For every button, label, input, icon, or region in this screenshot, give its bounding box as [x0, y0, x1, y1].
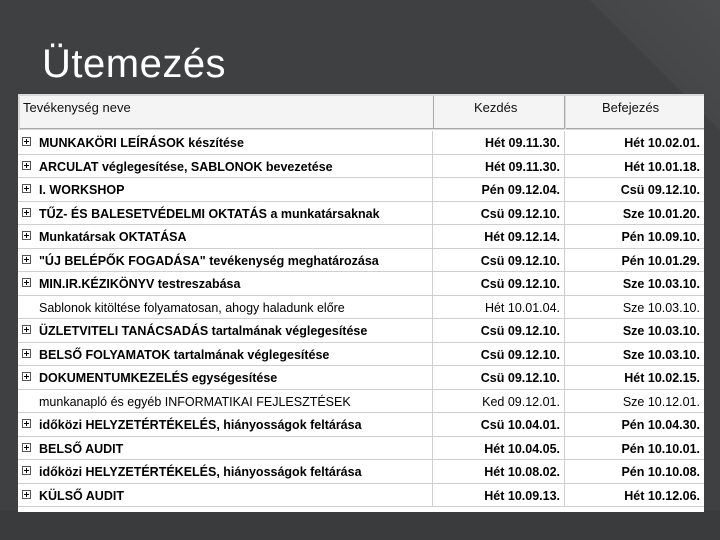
- task-name-cell[interactable]: [18, 249, 433, 272]
- table-row[interactable]: [18, 249, 704, 273]
- table-row[interactable]: [18, 131, 704, 155]
- task-name: MUNKAKÖRI LEÍRÁSOK készítése: [39, 136, 244, 150]
- task-end-cell[interactable]: [565, 249, 704, 272]
- slide-title: Ütemezés: [42, 42, 227, 86]
- task-start-cell[interactable]: [433, 131, 565, 154]
- task-name: I. WORKSHOP: [39, 183, 125, 197]
- task-name-cell[interactable]: [18, 343, 433, 366]
- task-name-cell[interactable]: [18, 413, 433, 436]
- task-end-date: Sze 10.03.10.: [622, 347, 700, 362]
- expand-plus-icon[interactable]: [22, 349, 31, 358]
- expand-plus-icon[interactable]: [22, 231, 31, 240]
- task-name: TŰZ- ÉS BALESETVÉDELMI OKTATÁS a munkatársaknak: [39, 206, 380, 221]
- task-end-date: Sze 10.03.10.: [622, 277, 700, 291]
- column-header-start-label: Kezdés: [474, 100, 518, 115]
- task-name: BELSŐ FOLYAMATOK tartalmának véglegesítése: [39, 347, 330, 362]
- task-start-cell[interactable]: [433, 249, 565, 272]
- task-start-cell[interactable]: [433, 178, 565, 201]
- task-start-date: Csü 09.12.10.: [480, 253, 560, 268]
- task-end-cell[interactable]: [565, 437, 704, 460]
- table-row[interactable]: [18, 437, 704, 461]
- task-start-cell[interactable]: [433, 413, 565, 436]
- expand-plus-icon[interactable]: [22, 255, 31, 264]
- task-start-date: Hét 09.12.14.: [484, 230, 560, 244]
- task-start-date: Ked 09.12.01.: [482, 394, 560, 409]
- task-name: munkanapló és egyéb INFORMATIKAI FEJLESZTÉSEK: [39, 394, 351, 409]
- table-row[interactable]: [18, 319, 704, 343]
- task-name-cell[interactable]: [18, 225, 433, 248]
- expand-plus-icon[interactable]: [22, 325, 31, 334]
- table-row[interactable]: [18, 460, 704, 484]
- task-start-date: Csü 09.12.10.: [480, 277, 560, 291]
- task-start-cell[interactable]: [433, 202, 565, 225]
- task-end-date: Csü 09.12.10.: [620, 183, 700, 197]
- table-row[interactable]: [18, 225, 704, 249]
- task-name: BELSŐ AUDIT: [39, 441, 124, 456]
- task-start-cell[interactable]: [433, 319, 565, 342]
- expand-plus-icon[interactable]: [22, 372, 31, 381]
- table-row[interactable]: [18, 272, 704, 296]
- task-start-cell[interactable]: [433, 225, 565, 248]
- task-start-date: Csü 09.12.10.: [480, 371, 560, 385]
- task-start-cell[interactable]: [433, 366, 565, 389]
- column-header-name[interactable]: [20, 96, 434, 129]
- schedule-table: [18, 94, 704, 512]
- task-end-date: Sze 10.03.10.: [622, 300, 700, 315]
- table-row[interactable]: [18, 155, 704, 179]
- task-name-cell[interactable]: [18, 437, 433, 460]
- task-end-cell[interactable]: [565, 343, 704, 366]
- task-end-cell[interactable]: [565, 484, 704, 507]
- task-name: Sablonok kitöltése folyamatosan, ahogy haladunk előre: [39, 300, 345, 315]
- task-name-cell[interactable]: [18, 319, 433, 342]
- task-start-date: Hét 10.08.02.: [484, 465, 560, 479]
- task-end-cell[interactable]: [565, 272, 704, 295]
- task-name-cell[interactable]: [18, 296, 433, 319]
- task-name: DOKUMENTUMKEZELÉS egységesítése: [39, 371, 278, 385]
- column-header-end-label: Befejezés: [602, 100, 660, 115]
- task-start-date: Pén 09.12.04.: [481, 183, 560, 197]
- task-start-date: Hét 09.11.30.: [484, 136, 560, 150]
- table-row[interactable]: [18, 484, 704, 508]
- table-row[interactable]: [18, 296, 704, 320]
- task-start-cell[interactable]: [433, 343, 565, 366]
- task-start-date: Csü 09.12.10.: [480, 206, 560, 221]
- task-name-cell[interactable]: [18, 178, 433, 201]
- task-end-date: Pén 10.09.10.: [621, 230, 700, 244]
- table-row[interactable]: [18, 202, 704, 226]
- expand-plus-icon[interactable]: [22, 490, 31, 499]
- task-start-cell[interactable]: [433, 484, 565, 507]
- task-end-cell[interactable]: [565, 296, 704, 319]
- task-name-cell[interactable]: [18, 390, 433, 413]
- task-end-cell[interactable]: [565, 178, 704, 201]
- task-start-date: Hét 09.11.30.: [484, 159, 560, 174]
- task-end-cell[interactable]: [565, 460, 704, 483]
- task-name: MIN.IR.KÉZIKÖNYV testreszabása: [39, 277, 241, 291]
- expand-plus-icon[interactable]: [22, 184, 31, 193]
- task-end-date: Sze 10.03.10.: [622, 324, 700, 338]
- task-end-date: Pén 10.04.30.: [621, 418, 700, 432]
- column-header-end[interactable]: [566, 96, 704, 129]
- task-name: időközi HELYZETÉRTÉKELÉS, hiányosságok feltárása: [39, 465, 362, 479]
- table-row[interactable]: [18, 390, 704, 414]
- expand-plus-icon[interactable]: [22, 419, 31, 428]
- table-row[interactable]: [18, 413, 704, 437]
- column-header-start[interactable]: [434, 96, 565, 129]
- task-end-cell[interactable]: [565, 155, 704, 178]
- task-start-date: Csü 10.04.01.: [480, 418, 560, 432]
- task-start-cell[interactable]: [433, 390, 565, 413]
- task-name: ARCULAT véglegesítése, SABLONOK bevezetése: [39, 159, 333, 174]
- task-name-cell[interactable]: [18, 131, 433, 154]
- task-name-cell[interactable]: [18, 272, 433, 295]
- expand-plus-icon[interactable]: [22, 161, 31, 170]
- task-end-cell[interactable]: [565, 131, 704, 154]
- expand-plus-icon[interactable]: [22, 443, 31, 452]
- task-start-date: Hét 10.01.04.: [484, 300, 560, 315]
- task-name-cell[interactable]: [18, 484, 433, 507]
- task-end-date: Hét 10.01.18.: [624, 159, 700, 174]
- task-start-date: Csü 09.12.10.: [480, 324, 560, 338]
- task-name-cell[interactable]: [18, 155, 433, 178]
- task-end-date: Hét 10.12.06.: [624, 488, 700, 503]
- task-end-date: Hét 10.02.01.: [624, 136, 700, 150]
- task-start-cell[interactable]: [433, 460, 565, 483]
- task-name: Munkatársak OKTATÁSA: [39, 230, 187, 244]
- expand-plus-icon[interactable]: [22, 137, 31, 146]
- task-name: ÜZLETVITELI TANÁCSADÁS tartalmának véglegesítése: [39, 324, 368, 338]
- task-end-date: Hét 10.02.15.: [624, 371, 700, 385]
- task-name-cell[interactable]: [18, 366, 433, 389]
- task-start-date: Hét 10.09.13.: [484, 488, 560, 503]
- expand-plus-icon[interactable]: [22, 466, 31, 475]
- task-name-cell[interactable]: [18, 202, 433, 225]
- task-name: KÜLSŐ AUDIT: [39, 488, 124, 503]
- task-start-cell[interactable]: [433, 437, 565, 460]
- task-name-cell[interactable]: [18, 460, 433, 483]
- task-end-date: Pén 10.01.29.: [621, 253, 700, 268]
- expand-plus-icon[interactable]: [22, 278, 31, 287]
- table-row[interactable]: [18, 343, 704, 367]
- column-header-name-label: Tevékenység neve: [23, 100, 131, 115]
- task-name: időközi HELYZETÉRTÉKELÉS, hiányosságok feltárása: [39, 418, 362, 432]
- task-end-cell[interactable]: [565, 390, 704, 413]
- task-end-cell[interactable]: [565, 413, 704, 436]
- task-name: "ÚJ BELÉPŐK FOGADÁSA" tevékenység meghatározása: [39, 253, 379, 268]
- task-start-cell[interactable]: [433, 296, 565, 319]
- expand-plus-icon[interactable]: [22, 208, 31, 217]
- table-header: [18, 94, 704, 130]
- task-start-date: Hét 10.04.05.: [484, 441, 560, 456]
- task-start-cell[interactable]: [433, 272, 565, 295]
- task-start-cell[interactable]: [433, 155, 565, 178]
- task-end-date: Pén 10.10.01.: [621, 441, 700, 456]
- table-row[interactable]: [18, 366, 704, 390]
- table-row[interactable]: [18, 178, 704, 202]
- task-end-date: Pén 10.10.08.: [621, 465, 700, 479]
- background-bottom-band: [0, 510, 720, 540]
- task-end-cell[interactable]: [565, 225, 704, 248]
- task-end-date: Sze 10.01.20.: [622, 206, 700, 221]
- task-end-cell[interactable]: [565, 366, 704, 389]
- task-start-date: Csü 09.12.10.: [480, 347, 560, 362]
- task-end-date: Sze 10.12.01.: [622, 394, 700, 409]
- task-end-cell[interactable]: [565, 319, 704, 342]
- task-end-cell[interactable]: [565, 202, 704, 225]
